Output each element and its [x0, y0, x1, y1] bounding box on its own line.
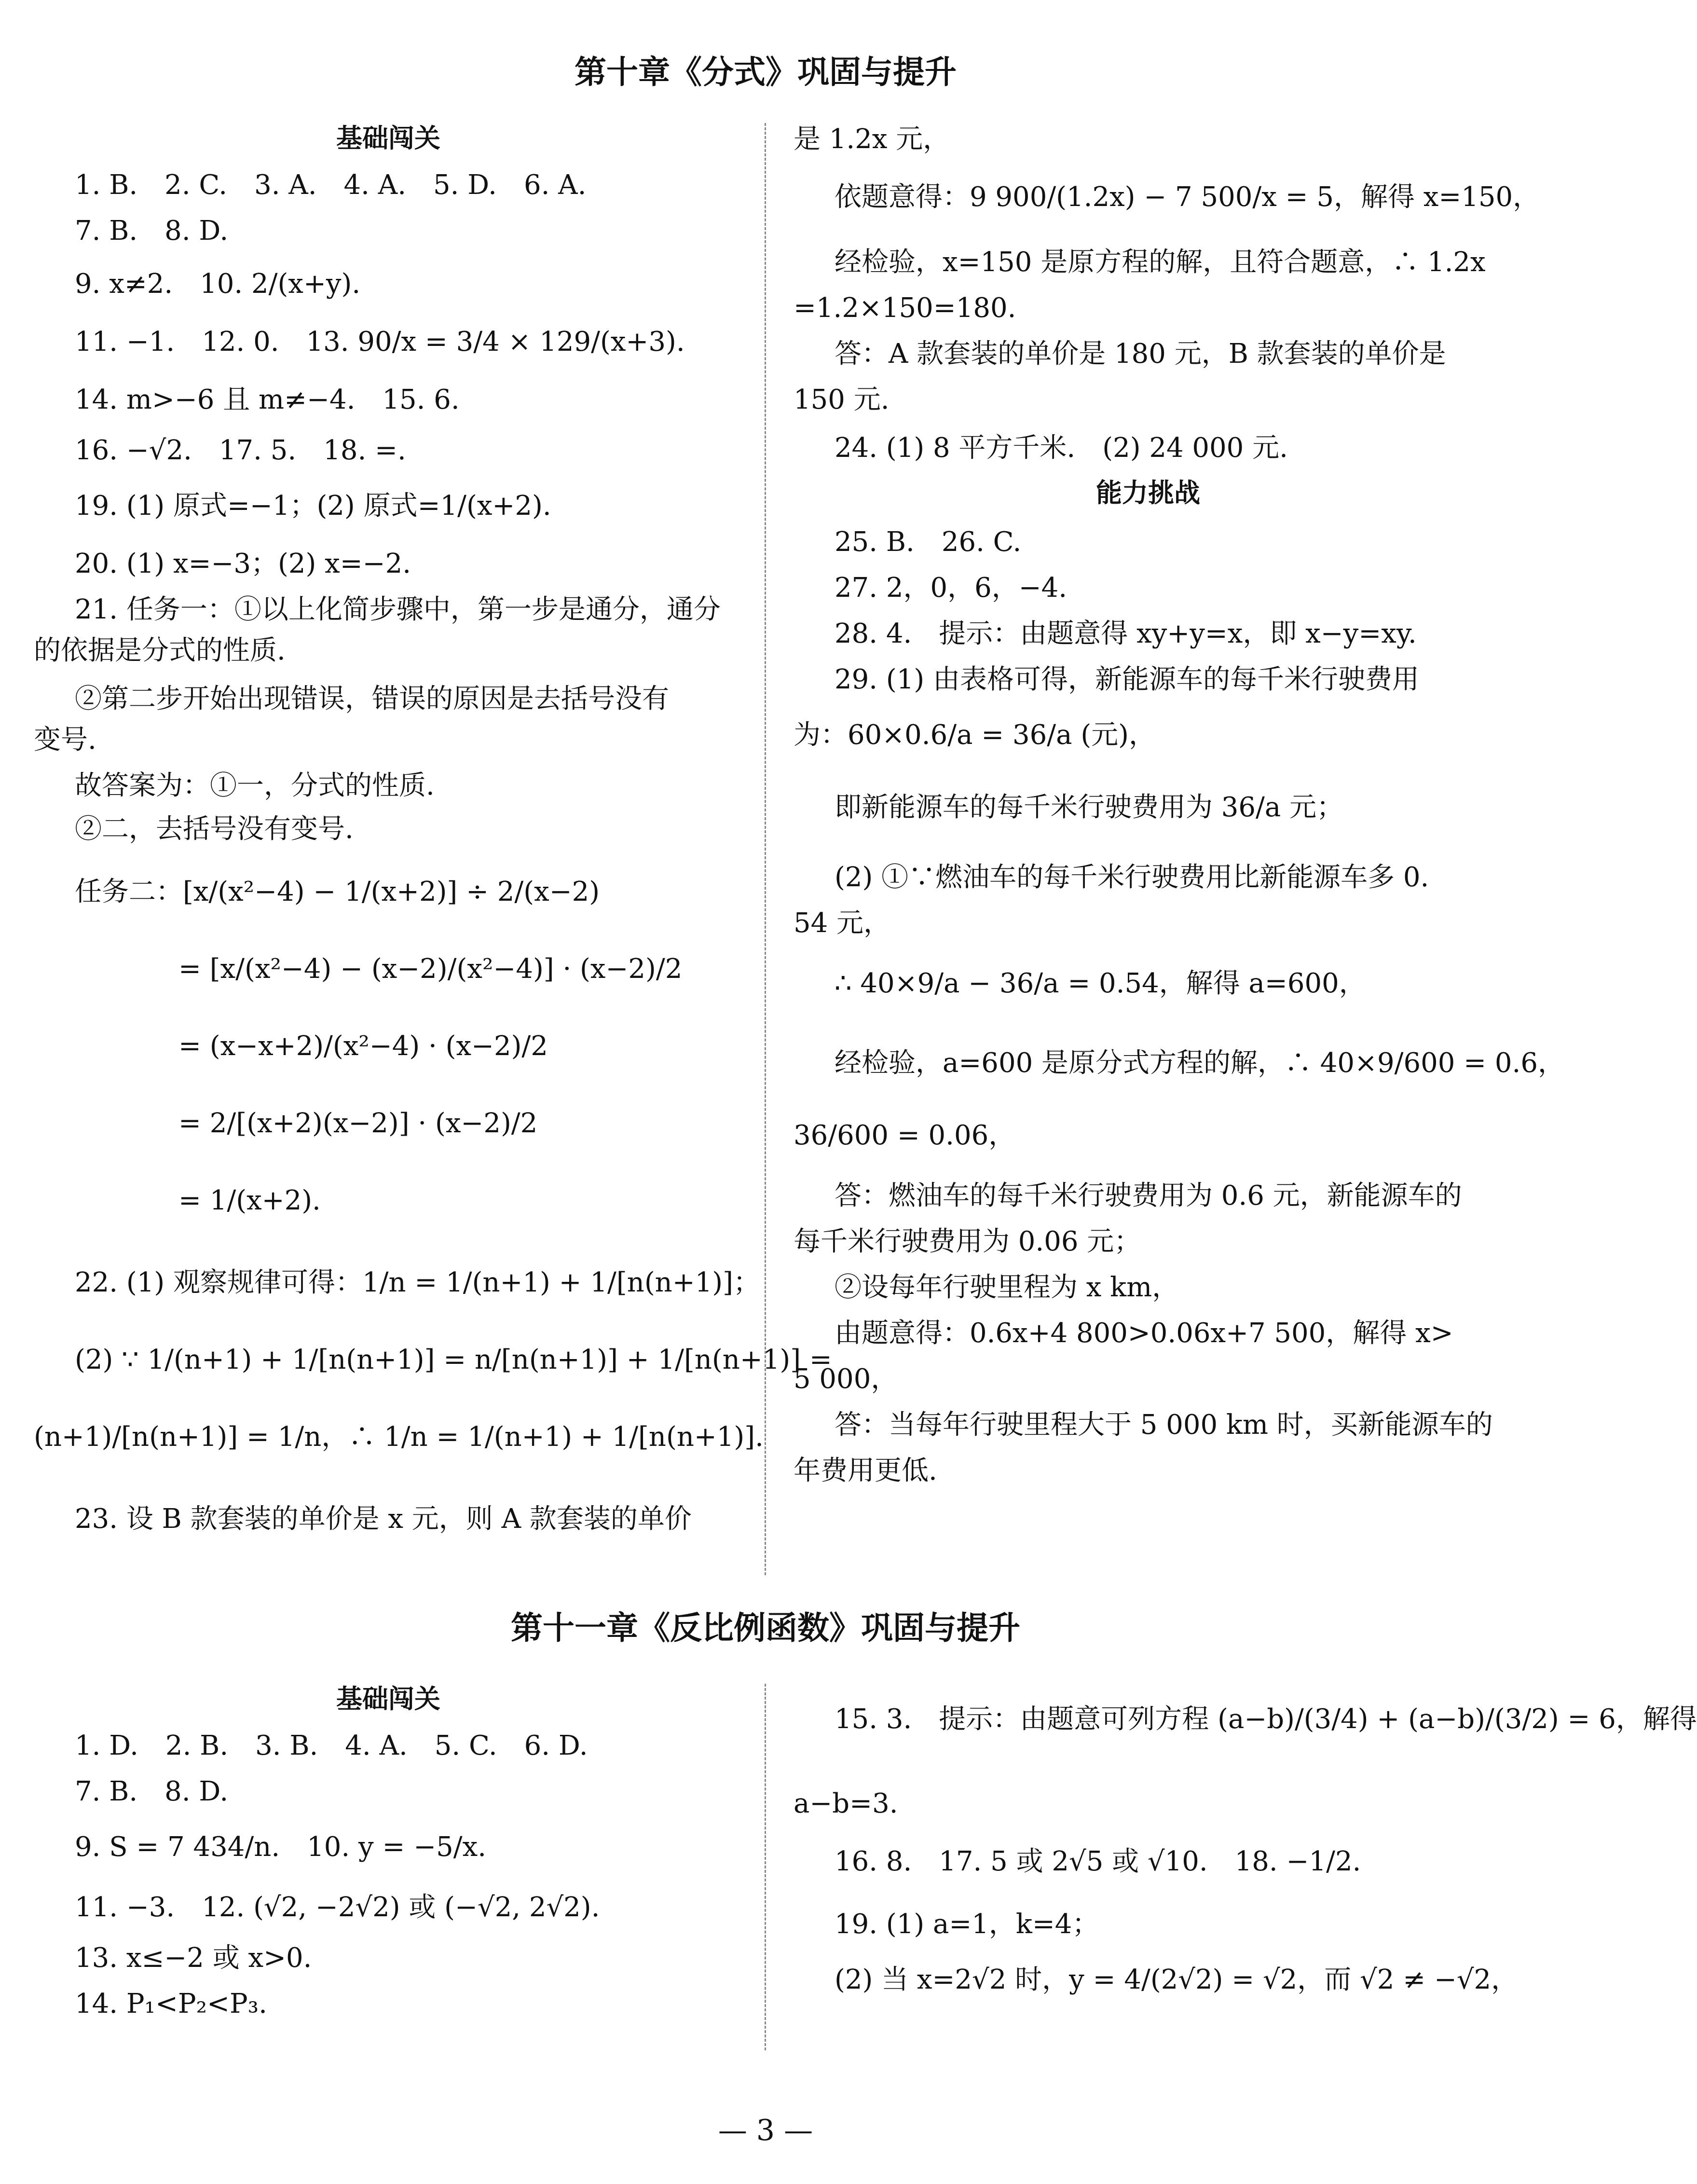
answer-line: 22. (1) 观察规律可得：1/n = 1/(n+1) + 1/[n(n+1)]； — [75, 1267, 760, 1298]
answer-line: 为：60×0.6/a = 36/a (元)， — [794, 719, 1156, 751]
math-step: = 1/(x+2). — [178, 1185, 321, 1216]
answer-line: 即新能源车的每千米行驶费用为 36/a 元； — [835, 792, 1344, 823]
chapter11-right-column — [794, 1684, 1697, 2041]
answer-line: 150 元. — [794, 384, 890, 415]
answer-line: 27. 2，0，6，−4. — [835, 572, 1067, 604]
section-heading-basic: 基础闯关 — [336, 1684, 440, 1714]
chapter11-title: 第十一章《反比例函数》巩固与提升 — [511, 1609, 1020, 1647]
answer-line: ②设每年行驶里程为 x km， — [835, 1272, 1179, 1303]
answer-line: 1. B. 2. C. 3. A. 4. A. 5. D. 6. A. — [75, 169, 587, 201]
chapter11-left-column — [34, 1684, 743, 2036]
answer-line: 经检验，a=600 是原分式方程的解，∴ 40×9/600 = 0.6， — [835, 1047, 1565, 1079]
page-number: — 3 — — [718, 2114, 813, 2147]
answer-line: 7. B. 8. D. — [75, 215, 229, 247]
answer-line: 25. B. 26. C. — [835, 526, 1022, 558]
answer-line: 54 元， — [794, 907, 891, 939]
answer-line: 9. x≠2. 10. 2/(x+y). — [75, 268, 361, 300]
answer-line: 经检验，x=150 是原方程的解，且符合题意，∴ 1.2x — [835, 247, 1486, 278]
answer-line: 16. 8. 17. 5 或 2√5 或 √10. 18. −1/2. — [835, 1846, 1361, 1877]
answer-line: 14. m>−6 且 m≠−4. 15. 6. — [75, 384, 460, 415]
section-heading-challenge: 能力挑战 — [1096, 478, 1200, 508]
answer-line: 答：A 款套装的单价是 180 元，B 款套装的单价是 — [835, 338, 1446, 370]
answer-line: 由题意得：0.6x+4 800>0.06x+7 500，解得 x> — [835, 1318, 1453, 1349]
answer-line: 28. 4. 提示：由题意得 xy+y=x，即 x−y=xy. — [835, 618, 1417, 649]
math-step: = [x/(x²−4) − (x−2)/(x²−4)] · (x−2)/2 — [178, 953, 683, 985]
answer-line: =1.2×150=180. — [794, 292, 1016, 324]
answer-line: 5 000， — [794, 1363, 898, 1395]
answer-line: (2) ∵ 1/(n+1) + 1/[n(n+1)] = n/[n(n+1)] + 1/[n(n+1)] = — [75, 1344, 832, 1375]
answer-line: 36/600 = 0.06， — [794, 1120, 1016, 1151]
answer-line: ②二，去括号没有变号. — [75, 813, 354, 845]
math-step: = (x−x+2)/(x²−4) · (x−2)/2 — [178, 1030, 548, 1062]
answer-line: 13. x≤−2 或 x>0. — [75, 1942, 312, 1974]
answer-line: 19. (1) a=1，k=4； — [835, 1909, 1099, 1940]
answer-line: 变号. — [34, 724, 96, 755]
answer-line: (2) ①∵燃油车的每千米行驶费用比新能源车多 0. — [835, 862, 1429, 893]
answer-line: 每千米行驶费用为 0.06 元； — [794, 1226, 1141, 1257]
answer-line: 14. P₁<P₂<P₃. — [75, 1988, 267, 2019]
answer-line: 11. −1. 12. 0. 13. 90/x = 3/4 × 129/(x+3). — [75, 326, 685, 357]
section-heading-basic: 基础闯关 — [336, 123, 440, 153]
chapter10-left-column — [34, 123, 832, 1580]
answer-line: 故答案为：①一，分式的性质. — [75, 770, 435, 801]
math-step: 任务二：[x/(x²−4) − 1/(x+2)] ÷ 2/(x−2) — [75, 876, 600, 907]
answer-line: 16. −√2. 17. 5. 18. =. — [75, 435, 406, 466]
answer-line: 答：燃油车的每千米行驶费用为 0.6 元，新能源车的 — [835, 1180, 1462, 1211]
chapter10-right-column — [794, 123, 1565, 1522]
answer-line: 11. −3. 12. (√2, −2√2) 或 (−√2, 2√2). — [75, 1892, 600, 1923]
answer-line: 的依据是分式的性质. — [34, 635, 286, 666]
answer-line: 年费用更低. — [794, 1455, 937, 1486]
answer-line: (n+1)/[n(n+1)] = 1/n，∴ 1/n = 1/(n+1) + 1/[n(n+1)]. — [34, 1421, 764, 1453]
column-divider — [765, 123, 766, 1575]
answer-line: 20. (1) x=−3；(2) x=−2. — [75, 548, 411, 579]
answer-line: 15. 3. 提示：由题意可列方程 (a−b)/(3/4) + (a−b)/(3/2) = 6，解得 — [835, 1703, 1697, 1735]
answer-line: 9. S = 7 434/n. 10. y = −5/x. — [75, 1831, 486, 1863]
math-step: = 2/[(x+2)(x−2)] · (x−2)/2 — [178, 1108, 538, 1139]
answer-line: (2) 当 x=2√2 时，y = 4/(2√2) = √2，而 √2 ≠ −√2， — [835, 1964, 1519, 1995]
chapter10-title: 第十章《分式》巩固与提升 — [575, 54, 957, 91]
answer-line: 21. 任务一：①以上化简步骤中，第一步是通分，通分 — [75, 594, 721, 625]
answer-line: 23. 设 B 款套装的单价是 x 元，则 A 款套装的单价 — [75, 1503, 692, 1535]
answer-line: 是 1.2x 元， — [794, 124, 950, 155]
answer-line: ∴ 40×9/a − 36/a = 0.54，解得 a=600， — [835, 968, 1366, 999]
answer-line: a−b=3. — [794, 1788, 898, 1819]
answer-line: 1. D. 2. B. 3. B. 4. A. 5. C. 6. D. — [75, 1730, 588, 1761]
answer-line: 24. (1) 8 平方千米. (2) 24 000 元. — [835, 432, 1288, 464]
answer-line: 依题意得：9 900/(1.2x) − 7 500/x = 5，解得 x=150， — [835, 181, 1540, 213]
answer-line: 29. (1) 由表格可得，新能源车的每千米行驶费用 — [835, 664, 1419, 695]
answer-line: 答：当每年行驶里程大于 5 000 km 时，买新能源车的 — [835, 1409, 1493, 1441]
answer-line: 19. (1) 原式=−1；(2) 原式=1/(x+2). — [75, 490, 551, 522]
answer-line: ②第二步开始出现错误，错误的原因是去括号没有 — [75, 683, 669, 714]
column-divider — [765, 1684, 766, 2050]
answer-line: 7. B. 8. D. — [75, 1776, 229, 1807]
